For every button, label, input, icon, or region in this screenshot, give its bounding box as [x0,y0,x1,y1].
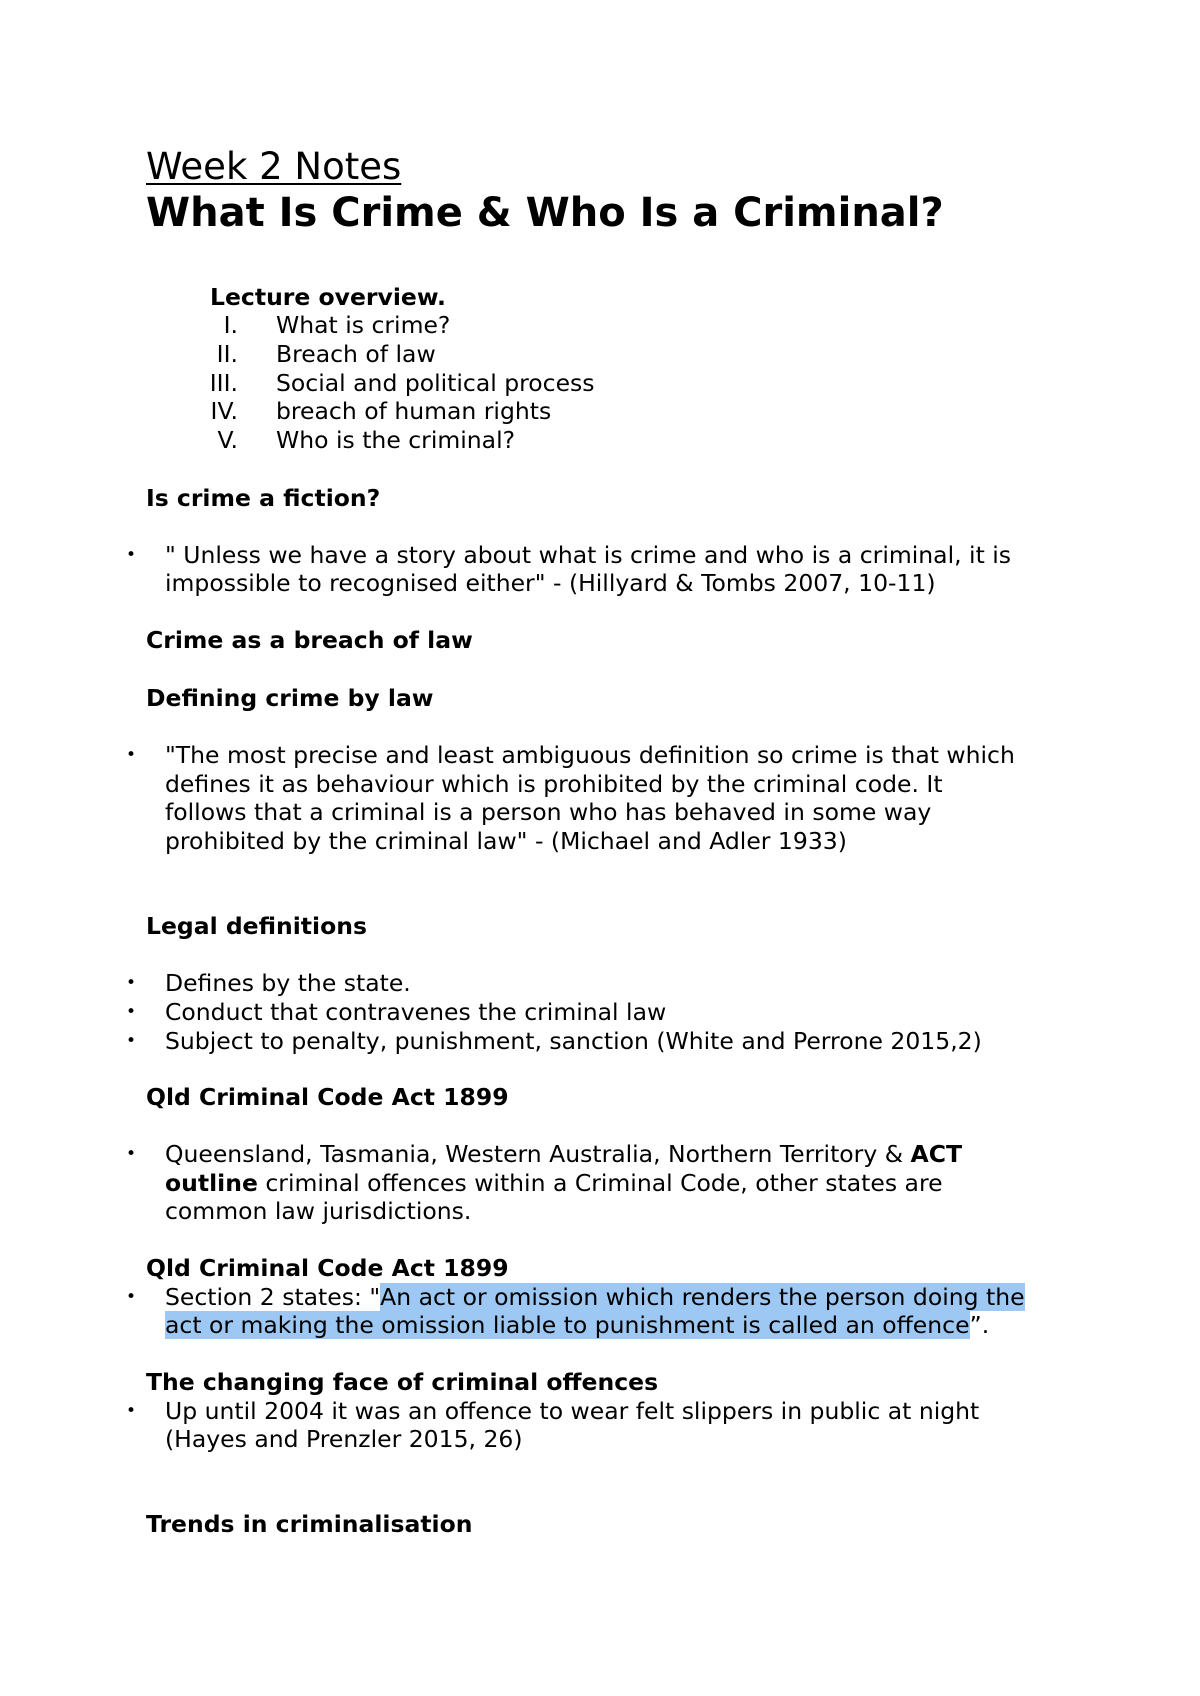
week-label: Week 2 Notes [146,145,402,188]
bullet-icon: • [126,745,137,765]
bullet-text [165,1311,989,1340]
list-number: IV. [210,397,238,425]
bullet-icon: • [126,1401,137,1421]
bullet-text: (Hayes and Prenzler 2015, 26) [165,1425,523,1453]
list-number: III. [209,369,238,397]
section-heading: Qld Criminal Code Act 1899 [146,1083,509,1111]
bullet-text: impossible to recognised either" - (Hillyard & Tombs 2007, 10-11) [165,569,936,597]
text-run: Queensland, Tasmania, Western Australia, Northern Territory & [165,1140,911,1168]
bullet-icon: • [126,973,137,993]
section-heading: Crime as a breach of law [146,626,473,654]
bullet-icon: • [126,1287,137,1307]
bullet-text [165,1140,962,1169]
list-item: breach of human rights [276,397,552,425]
bullet-icon: • [126,1144,137,1164]
text-run: criminal offences within a Criminal Code, other states are [257,1169,943,1197]
highlighted-text[interactable]: act or making the omission liable to punishment is called an offence [165,1311,970,1339]
bullet-text: "The most precise and least ambiguous definition so crime is that which [165,741,1015,769]
bullet-text: common law jurisdictions. [165,1197,472,1225]
bold-text-run: ACT [910,1140,962,1168]
list-number: I. [223,311,238,339]
list-item: Who is the criminal? [276,426,516,454]
section-heading: Defining crime by law [146,684,434,712]
bullet-icon: • [126,545,137,565]
section-heading: Trends in criminalisation [146,1510,473,1538]
bullet-text: " Unless we have a story about what is crime and who is a criminal, it is [165,541,1012,569]
bullet-icon: • [126,1002,137,1022]
bullet-text: Defines by the state. [165,969,411,997]
section-heading: The changing face of criminal offences [146,1368,659,1396]
section-heading: Qld Criminal Code Act 1899 [146,1254,509,1282]
text-run: ”. [969,1311,990,1339]
page-title: What Is Crime & Who Is a Criminal? [146,190,944,236]
section-heading: Is crime a fiction? [146,484,381,512]
bullet-text: Conduct that contravenes the criminal law [165,998,667,1026]
bullet-text: follows that a criminal is a person who has behaved in some way [165,798,932,826]
list-item: Breach of law [276,340,436,368]
bullet-text [165,1169,943,1198]
bullet-icon: • [126,1031,137,1051]
list-number: II. [216,340,238,368]
list-item: Social and political process [276,369,595,397]
list-item: What is crime? [276,311,451,339]
bullet-text: defines it as behaviour which is prohibited by the criminal code. It [165,770,943,798]
highlighted-text[interactable]: An act or omission which renders the person doing the [380,1283,1025,1311]
text-run: Section 2 states: " [165,1283,381,1311]
bullet-text: prohibited by the criminal law" - (Michael and Adler 1933) [165,827,847,855]
overview-heading: Lecture overview. [210,283,446,311]
list-number: V. [217,426,238,454]
bullet-text: Subject to penalty, punishment, sanction (White and Perrone 2015,2) [165,1027,982,1055]
section-heading: Legal definitions [146,912,367,940]
bullet-text: Up until 2004 it was an offence to wear felt slippers in public at night [165,1397,980,1425]
bullet-text [165,1283,1025,1312]
bold-text-run: outline [165,1169,258,1197]
